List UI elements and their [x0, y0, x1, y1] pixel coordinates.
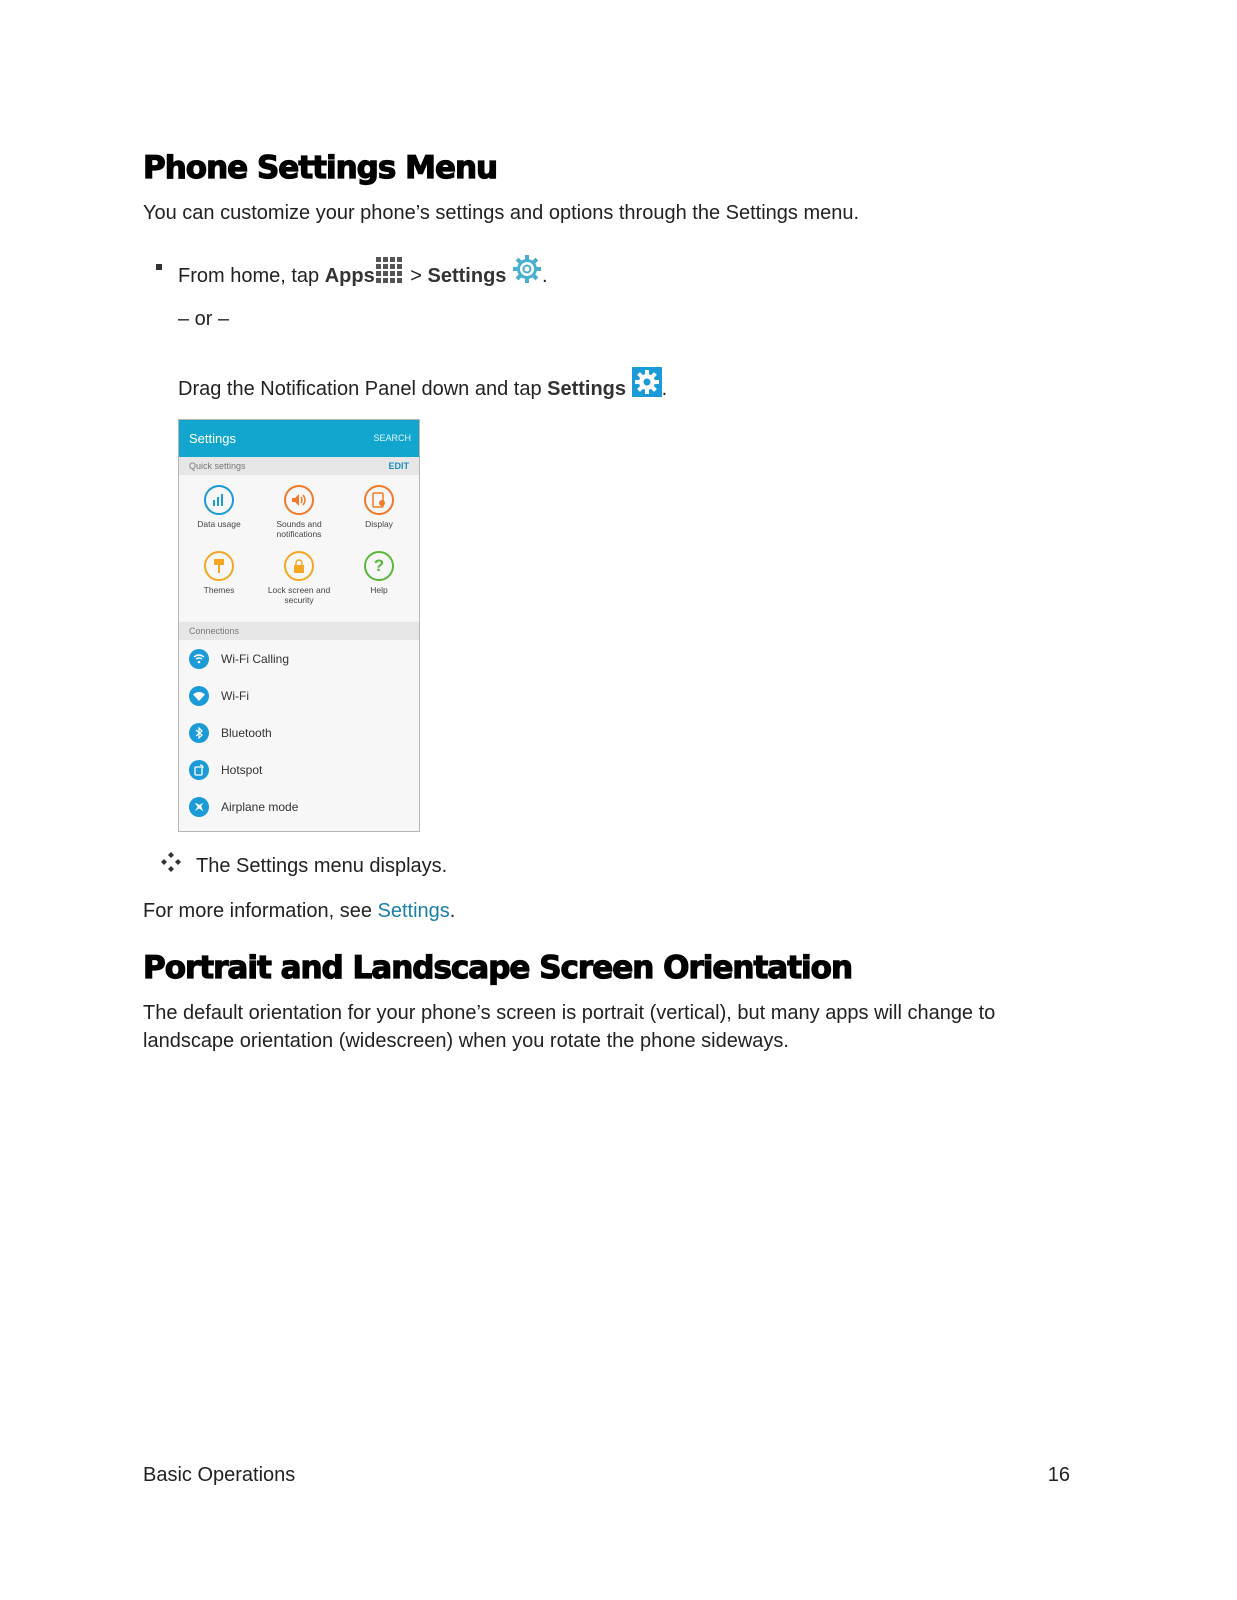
footer-section-name: Basic Operations — [143, 1464, 296, 1486]
intro-paragraph: You can customize your phone’s settings and options through the Settings menu. — [143, 202, 860, 224]
result-diamond-icon — [160, 851, 182, 878]
quick-item-sounds[interactable] — [259, 475, 339, 539]
step-prefix: From home, tap — [178, 265, 325, 287]
more-info-period: . — [449, 900, 456, 922]
orientation-line-1: The default orientation for your phone’s screen is portrait (vertical), but many apps will change to — [143, 1002, 996, 1024]
settings-link[interactable]: Settings — [377, 900, 450, 922]
display-icon — [364, 485, 394, 515]
quick-settings-header — [179, 457, 419, 475]
edit-button[interactable]: EDIT — [388, 461, 409, 471]
connections-label: Connections — [189, 626, 240, 636]
connections-list — [179, 640, 419, 831]
more-info-prefix: For more information, see — [143, 900, 378, 922]
speaker-icon — [284, 485, 314, 515]
section-title-orientation: Portrait and Landscape Screen Orientation — [143, 950, 853, 986]
step-period: . — [541, 265, 548, 287]
airplane-icon — [189, 797, 209, 817]
result-text: The Settings menu displays. — [196, 855, 448, 877]
lock-icon — [284, 551, 314, 581]
apps-grid-icon — [375, 256, 405, 290]
quick-settings-gear-icon — [632, 367, 662, 403]
conn-item-bluetooth[interactable] — [179, 714, 419, 751]
conn-item-label: Airplane mode — [221, 800, 299, 814]
settings-app-title: Settings — [189, 431, 236, 446]
wifi-icon — [189, 686, 209, 706]
quick-item-label: Themes — [203, 585, 235, 595]
brush-icon — [204, 551, 234, 581]
settings-label: Settings — [427, 265, 507, 287]
alt-step-prefix: Drag the Notification Panel down and tap — [178, 378, 548, 400]
quick-item-data-usage[interactable] — [179, 475, 259, 529]
quick-settings-label: Quick settings — [189, 461, 246, 471]
conn-item-label: Wi-Fi — [221, 689, 249, 703]
conn-item-label: Bluetooth — [221, 726, 272, 740]
section-title-phone-settings: Phone Settings Menu — [143, 150, 498, 186]
conn-item-label: Hotspot — [221, 763, 263, 777]
quick-item-label: Display — [365, 519, 393, 529]
quick-item-label: Data usage — [197, 519, 241, 529]
quick-item-themes[interactable] — [179, 541, 259, 595]
alt-settings-label: Settings — [547, 378, 627, 400]
hotspot-icon — [189, 760, 209, 780]
settings-screenshot — [178, 419, 420, 832]
step-arrow: > — [404, 265, 428, 287]
conn-item-hotspot[interactable] — [179, 751, 419, 788]
conn-item-wifi[interactable] — [179, 677, 419, 714]
quick-settings-grid — [179, 475, 419, 621]
search-button[interactable]: SEARCH — [373, 433, 411, 443]
step-notification-panel — [178, 367, 667, 403]
footer-page-number: 16 — [1047, 1464, 1070, 1486]
alt-step-period: . — [661, 378, 668, 400]
settings-gear-icon — [512, 254, 542, 290]
bullet-marker — [156, 264, 162, 270]
data-usage-icon — [204, 485, 234, 515]
quick-item-display[interactable] — [339, 475, 419, 529]
more-info-line — [143, 900, 455, 923]
wifi-calling-icon — [189, 649, 209, 669]
conn-item-label: Wi-Fi Calling — [221, 652, 290, 666]
conn-item-airplane[interactable] — [179, 788, 419, 825]
quick-item-label: Sounds and notifications — [276, 519, 322, 539]
help-icon: ? — [364, 551, 394, 581]
quick-item-label: Lock screen and security — [267, 585, 331, 605]
conn-item-wifi-calling[interactable] — [179, 640, 419, 677]
step-apps-settings — [178, 254, 548, 290]
apps-label: Apps — [324, 265, 375, 287]
quick-item-lock-screen[interactable] — [259, 541, 339, 605]
connections-header — [179, 622, 419, 640]
orientation-line-2: landscape orientation (widescreen) when you rotate the phone sideways. — [143, 1030, 789, 1052]
or-separator: – or – — [178, 308, 230, 330]
bluetooth-icon — [189, 723, 209, 743]
quick-item-help[interactable] — [339, 541, 419, 595]
quick-item-label: Help — [370, 585, 388, 595]
settings-app-bar — [179, 420, 419, 457]
